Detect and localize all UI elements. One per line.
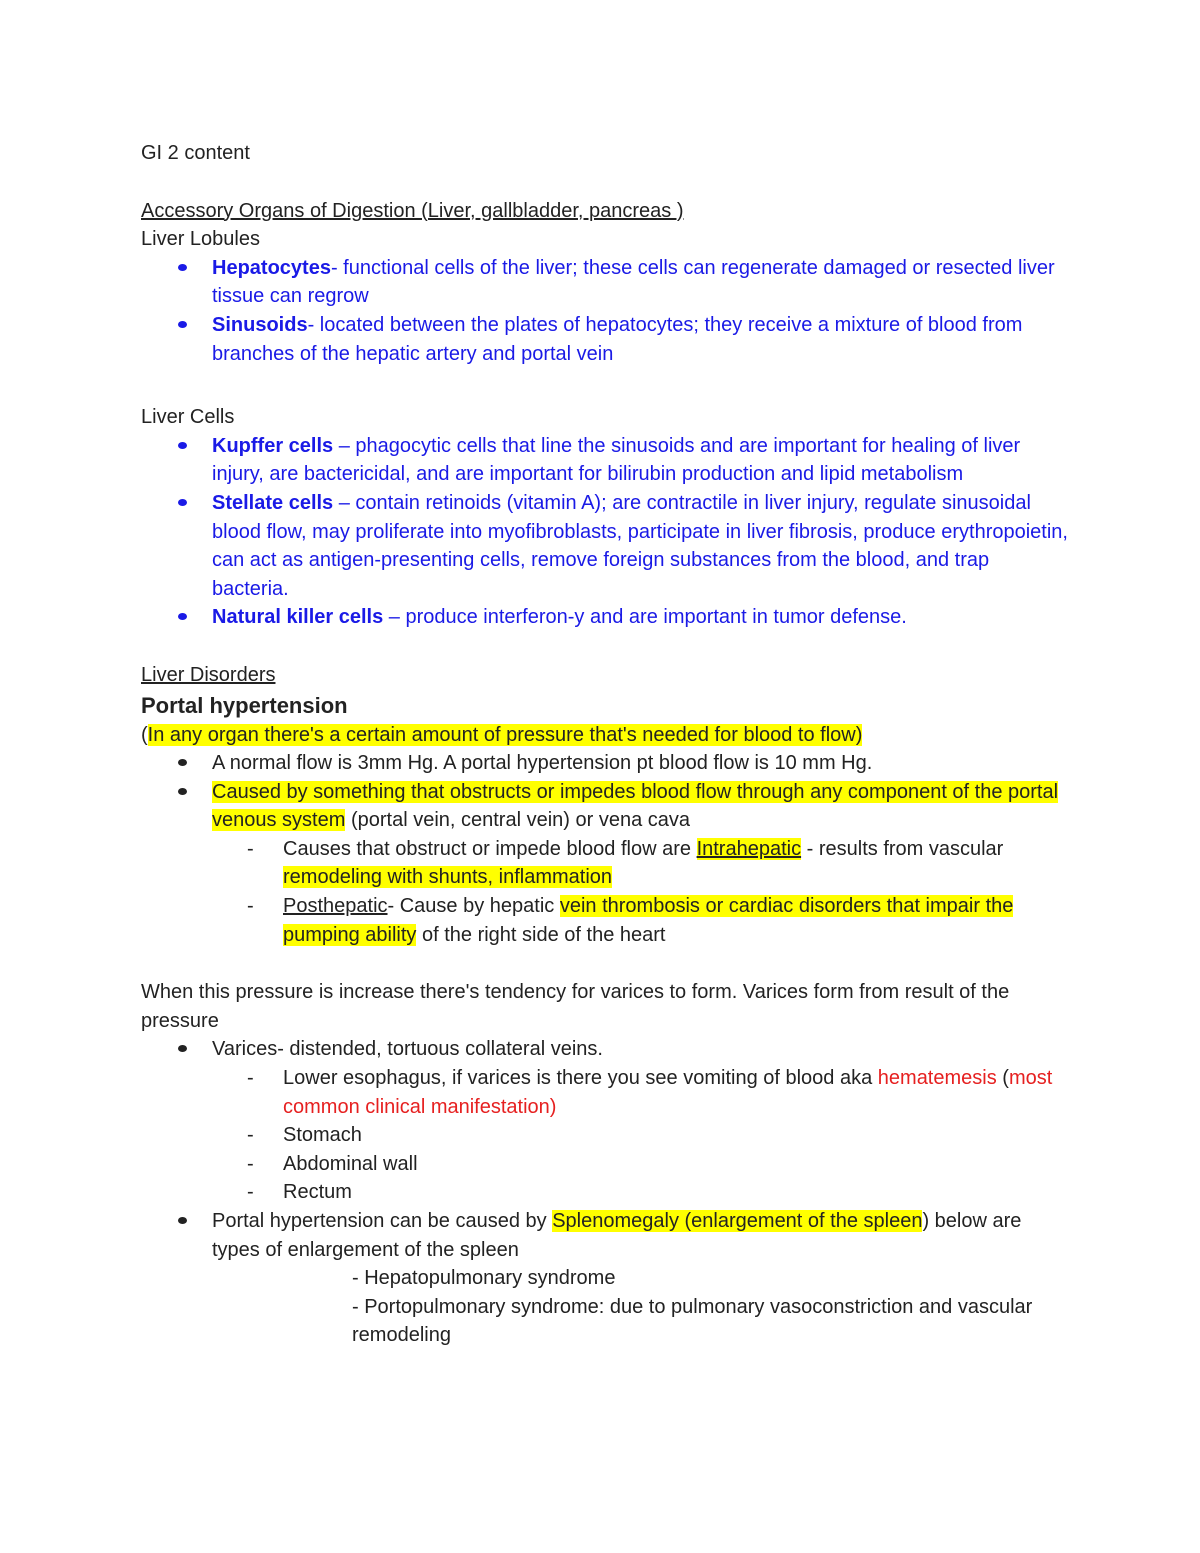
text: - Cause by hepatic	[387, 895, 560, 918]
definition: - functional cells of the liver; these cells can regenerate damaged or resected liver tissue can regrow	[212, 256, 1055, 308]
sub-item: - Abdominal wall	[283, 1150, 1071, 1179]
text: Portal hypertension can be caused by	[212, 1210, 553, 1232]
definition: – phagocytic cells that line the sinusoids and are important for healing of liver injury, are bactericidal, and are important for bilirubin production and lipid metabolism	[212, 434, 1021, 486]
highlighted-text: In any organ there's a certain amount of pressure that's needed for blood to flow)	[147, 723, 863, 746]
text: Varices- distended, tortuous collateral veins.	[212, 1038, 603, 1061]
text: Lower esophagus, if varices is there you see vomiting of blood aka	[283, 1067, 878, 1090]
definition: - located between the plates of hepatocytes; they receive a mixture of blood from branches of the hepatic artery and portal vein	[212, 313, 1023, 365]
text: ) below are types of enlargement of the spleen	[212, 1210, 1022, 1261]
term-natural-killer-cells: Natural killer cells	[212, 606, 384, 629]
highlighted-text: Caused by something that obstructs or impedes blood flow through any component of the portal venous system	[212, 780, 1059, 832]
term-hepatocytes: Hepatocytes	[212, 256, 331, 279]
list-item: A normal flow is 3mm Hg. A portal hypertension pt blood flow is 10 mm Hg.	[212, 749, 1071, 778]
term-kupffer-cells: Kupffer cells	[212, 434, 334, 457]
sub-item	[283, 892, 1071, 949]
document-body	[141, 139, 1071, 1350]
term-posthepatic: Posthepatic	[283, 895, 388, 918]
text: (portal vein, central vein) or vena cava	[345, 809, 690, 832]
subheading-liver-lobules: Liver Lobules	[141, 228, 260, 251]
highlighted-text: vein thrombosis or cardiac disorders that impair the pumping ability	[283, 895, 1014, 946]
text: (	[996, 1067, 1009, 1090]
term-stellate-cells: Stellate cells	[212, 491, 334, 514]
heading-portal-hypertension: Portal hypertension	[141, 692, 348, 718]
liver-cells-list	[141, 432, 1071, 632]
list-item	[212, 254, 1071, 311]
varices-sites-sublist	[212, 1064, 1071, 1207]
varices-paragraph: When this pressure is increase there's tendency for varices to form. Varices form from result of the pressure	[141, 981, 1010, 1032]
definition: – produce interferon-y and are important in tumor defense.	[383, 606, 907, 629]
list-item	[212, 778, 1071, 950]
section-heading-liver-disorders: Liver Disorders	[141, 663, 276, 686]
list-item	[212, 1207, 1071, 1264]
term-intrahepatic: Intrahepatic	[696, 837, 802, 860]
liver-lobules-list	[141, 254, 1071, 368]
syndrome-line: - Portopulmonary syndrome: due to pulmonary vasoconstriction and vascular remodeling	[352, 1295, 1033, 1347]
syndrome-line: - Hepatopulmonary syndrome	[352, 1267, 616, 1290]
text: Causes that obstruct or impede blood flow are	[283, 837, 697, 860]
list-item	[212, 489, 1071, 603]
sub-item: - Stomach	[283, 1121, 1071, 1150]
document-title: GI 2 content	[141, 142, 250, 164]
section-heading-accessory-organs: Accessory Organs of Digestion (Liver, gallbladder, pancreas )	[141, 199, 684, 222]
varices-list	[141, 1035, 1071, 1264]
list-item	[212, 311, 1071, 368]
text: of the right side of the heart	[416, 923, 666, 946]
definition: – contain retinoids (vitamin A); are contractile in liver injury, regulate sinusoidal blood flow, may proliferate into myofibroblasts, participate in liver fibrosis, produce erythropoietin, can act as antigen-presenting cells, remove foreign substances from the blood, and trap bacteria.	[212, 491, 1068, 600]
highlighted-text: Splenomegaly (enlargement of the spleen	[552, 1210, 923, 1232]
list-item	[212, 432, 1071, 489]
causes-sublist	[212, 835, 1071, 949]
term-sinusoids: Sinusoids	[212, 313, 308, 336]
sub-item: - Rectum	[283, 1178, 1071, 1207]
list-item	[212, 603, 1071, 632]
paren: (	[141, 723, 148, 746]
text: - results from vascular	[801, 837, 1004, 860]
section-heading-liver-cells: Liver Cells	[141, 406, 235, 429]
red-text: most common clinical manifestation)	[283, 1067, 1053, 1118]
intro-paragraph	[141, 721, 1071, 750]
sub-item	[283, 1064, 1071, 1121]
term-hematemesis: hematemesis	[877, 1067, 997, 1090]
portal-hypertension-list	[141, 749, 1071, 949]
list-item	[212, 1035, 1071, 1207]
highlighted-text: remodeling with shunts, inflammation	[283, 866, 613, 889]
sub-item	[283, 835, 1071, 892]
